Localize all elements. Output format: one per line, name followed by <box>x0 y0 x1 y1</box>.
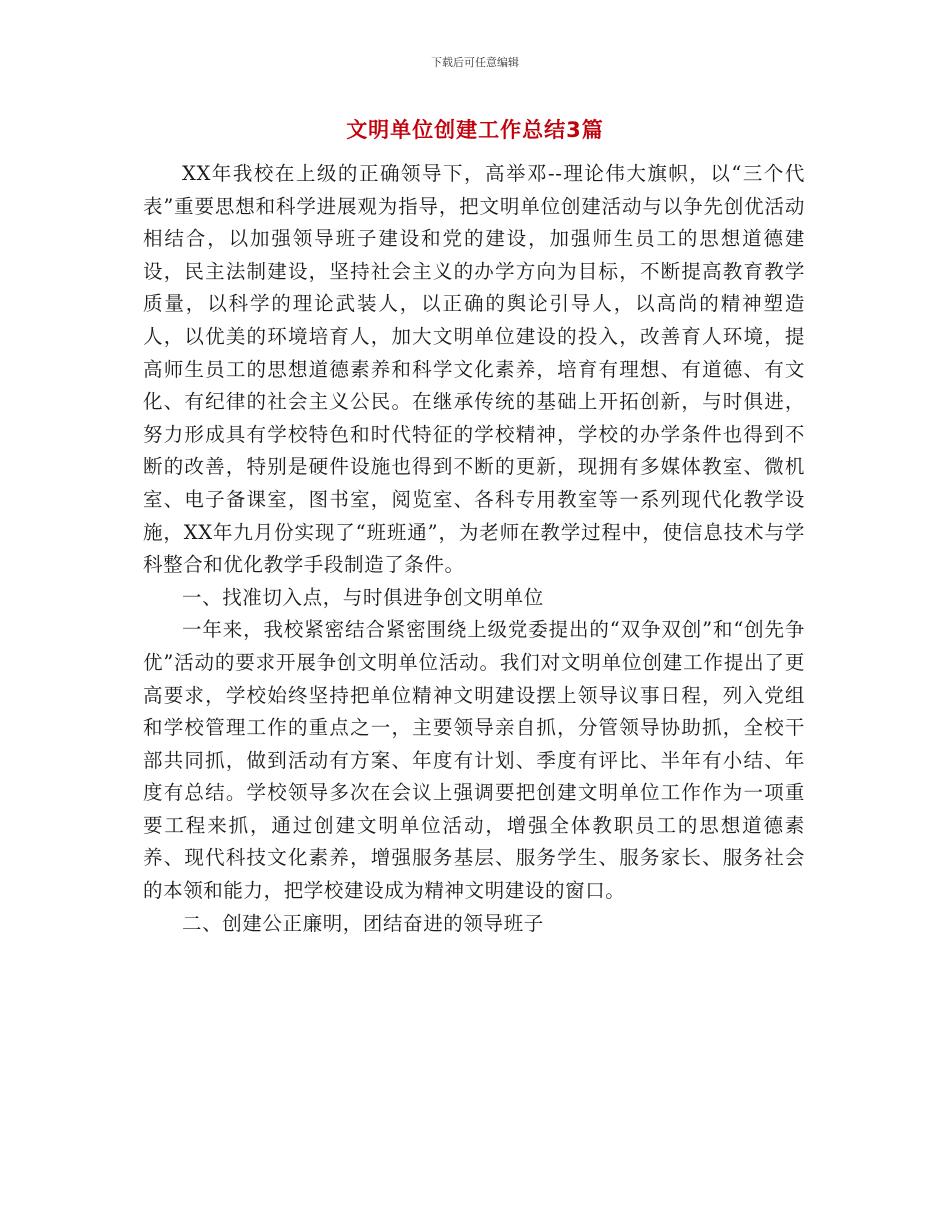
paragraph-intro: XX年我校在上级的正确领导下，高举邓--理论伟大旗帜，以“三个代表”重要思想和科学进展观为指导，把文明单位创建活动与以争先创优活动相结合，以加强领导班子建设和党的建设，加强师生员工的思想道德建设，民主法制建设，坚持社会主义的办学方向为目标，不断提高教育教学质量，以科学的理论武装人，以正确的舆论引导人，以高尚的精神塑造人，以优美的环境培育人，加大文明单位建设的投入，改善育人环境，提高师生员工的思想道德素养和科学文化素养，培育有理想、有道德、有文化、有纪律的社会主义公民。在继承传统的基础上开拓创新，与时俱进，努力形成具有学校特色和时代特征的学校精神，学校的办学条件也得到不断的改善，特别是硬件设施也得到不断的更新，现拥有多媒体教室、微机室、电子备课室，图书室，阅览室、各科专用教室等一系列现代化教学设施，XX年九月份实现了“班班通”，为老师在教学过程中，使信息技术与学科整合和优化教学手段制造了条件。 <box>143 162 805 577</box>
section-heading-1: 一、找准切入点，与时俱进争创文明单位 <box>182 585 544 609</box>
header-note: 下载后可任意编辑 <box>431 56 519 69</box>
paragraph-section-1: 一年来，我校紧密结合紧密围绕上级党委提出的“双争双创”和“创先争优”活动的要求开展争创文明单位活动。我们对文明单位创建工作提出了更高要求，学校始终坚持把单位精神文明建设摆上领导议事日程，列入党组和学校管理工作的重点之一，主要领导亲自抓，分管领导协助抓，全校干部共同抓，做到活动有方案、年度有计划、季度有评比、半年有小结、年度有总结。学校领导多次在会议上强调要把创建文明单位工作作为一项重要工程来抓，通过创建文明单位活动，增强全体教职员工的思想道德素养、现代科技文化素养，增强服务基层、服务学生、服务家长、服务社会的本领和能力，把学校建设成为精神文明建设的窗口。 <box>143 618 805 903</box>
document-title: 文明单位创建工作总结3篇 <box>346 118 604 142</box>
document-body <box>143 158 805 940</box>
section-heading-2: 二、创建公正廉明，团结奋进的领导班子 <box>182 911 544 935</box>
